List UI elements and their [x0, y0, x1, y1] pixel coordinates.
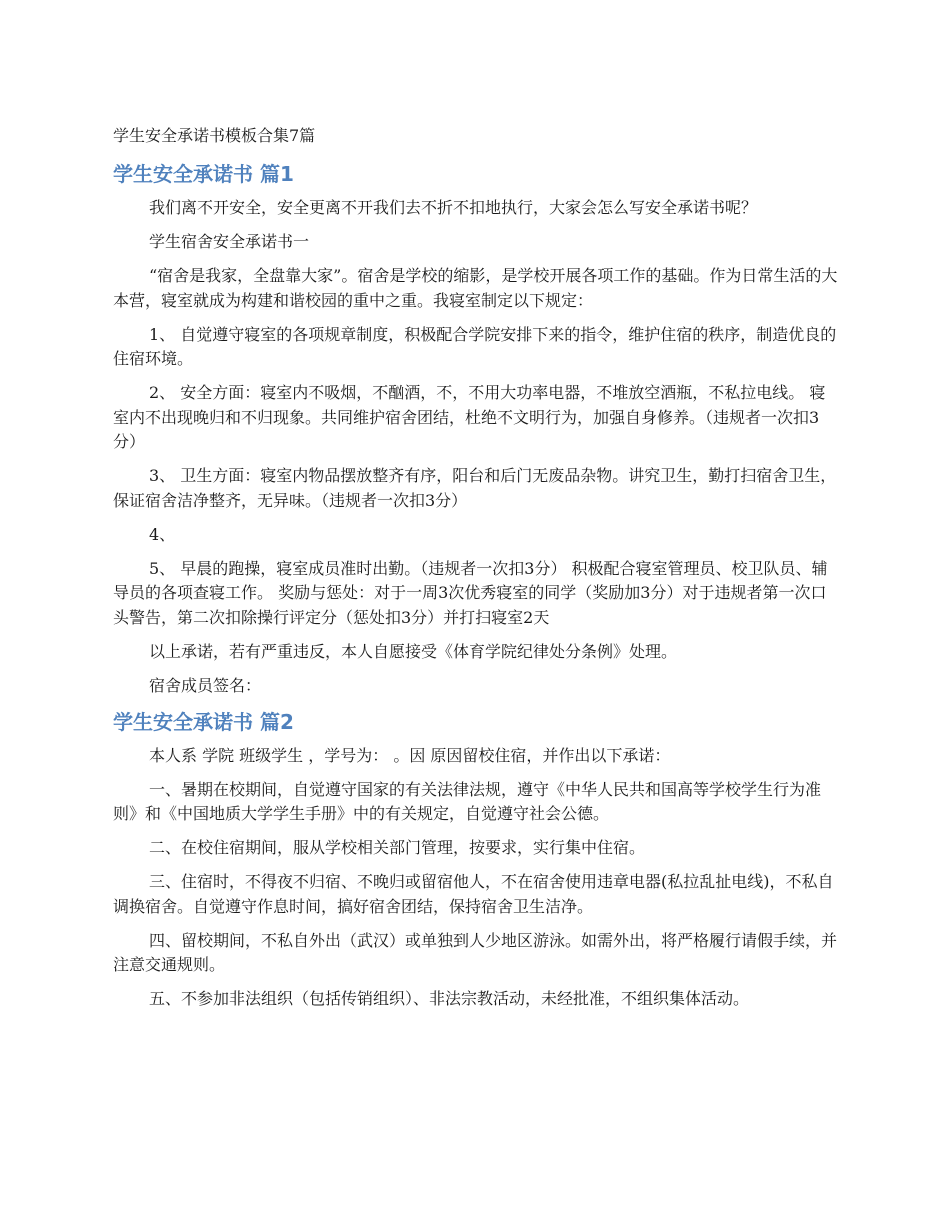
- paragraph: 二、在校住宿期间，服从学校相关部门管理，按要求，实行集中住宿。: [149, 838, 646, 857]
- paragraph: 三、住宿时，不得夜不归宿、不晚归或留宿他人，不在宿舍使用违章电器(私拉乱扯电线)，不私自调换宿舍。自觉遵守作息时间，搞好宿舍团结，保持宿舍卫生洁净。: [113, 872, 834, 916]
- section-heading: 学生安全承诺书 篇1: [113, 162, 294, 186]
- paragraph: “宿舍是我家，全盘靠大家”。宿舍是学校的缩影，是学校开展各项工作的基础。作为日常生活的大本营，寝室就成为构建和谐校园的重中之重。我寝室制定以下规定：: [113, 266, 838, 310]
- paragraph: 四、留校期间，不私自外出（武汉）或单独到人少地区游泳。如需外出，将严格履行请假手续，并注意交通规则。: [113, 930, 838, 974]
- paragraph: 我们离不开安全，安全更离不开我们去不折不扣地执行，大家会怎么写安全承诺书呢？: [149, 198, 758, 217]
- document-title: 学生安全承诺书模板合集7篇: [113, 126, 316, 145]
- paragraph: 一、暑期在校期间，自觉遵守国家的有关法律法规，遵守《中华人民共和国高等学校学生行为准则》和《中国地质大学学生手册》中的有关规定，自觉遵守社会公德。: [113, 779, 822, 823]
- section-heading: 学生安全承诺书 篇2: [113, 709, 294, 734]
- section-2: [113, 708, 840, 1012]
- paragraph: 2、 安全方面：寝室内不吸烟，不酗酒，不，不用大功率电器，不堆放空酒瓶，不私拉电线。 寝室内不出现晚归和不归现象。共同维护宿舍团结，杜绝不文明行为，加强自身修养。（违规者一次扣3分）: [113, 383, 826, 451]
- paragraph: 1、 自觉遵守寝室的各项规章制度，积极配合学院安排下来的指令，维护住宿的秩序，制造优良的住宿环境。: [113, 324, 837, 368]
- paragraph: 3、 卫生方面：寝室内物品摆放整齐有序，阳台和后门无废品杂物。讲究卫生，勤打扫宿舍卫生，保证宿舍洁净整齐，无异味。（违规者一次扣3分）: [113, 466, 837, 510]
- paragraph: 学生宿舍安全承诺书一: [149, 232, 310, 251]
- document-page: [113, 124, 840, 1021]
- paragraph: 五、不参加非法组织（包括传销组织）、非法宗教活动，未经批准，不组织集体活动。: [149, 989, 750, 1008]
- paragraph: 5、 早晨的跑操，寝室成员准时出勤。（违规者一次扣3分） 积极配合寝室管理员、校卫队员、辅导员的各项查寝工作。 奖励与惩处：对于一周3次优秀寝室的同学（奖励加3分）对于违规者第一次口头警告，第二次扣除操行评定分（惩处扣3分）并打扫寝室2天: [113, 558, 828, 627]
- paragraph: 4、: [149, 524, 176, 544]
- paragraph: 本人系 学院 班级学生 ，学号为： 。因 原因留校住宿，并作出以下承诺：: [149, 745, 671, 765]
- paragraph: 以上承诺，若有严重违反，本人自愿接受《体育学院纪律处分条例》处理。: [149, 641, 678, 661]
- signature-line: 宿舍成员签名：: [149, 675, 262, 695]
- section-1: [113, 160, 840, 698]
